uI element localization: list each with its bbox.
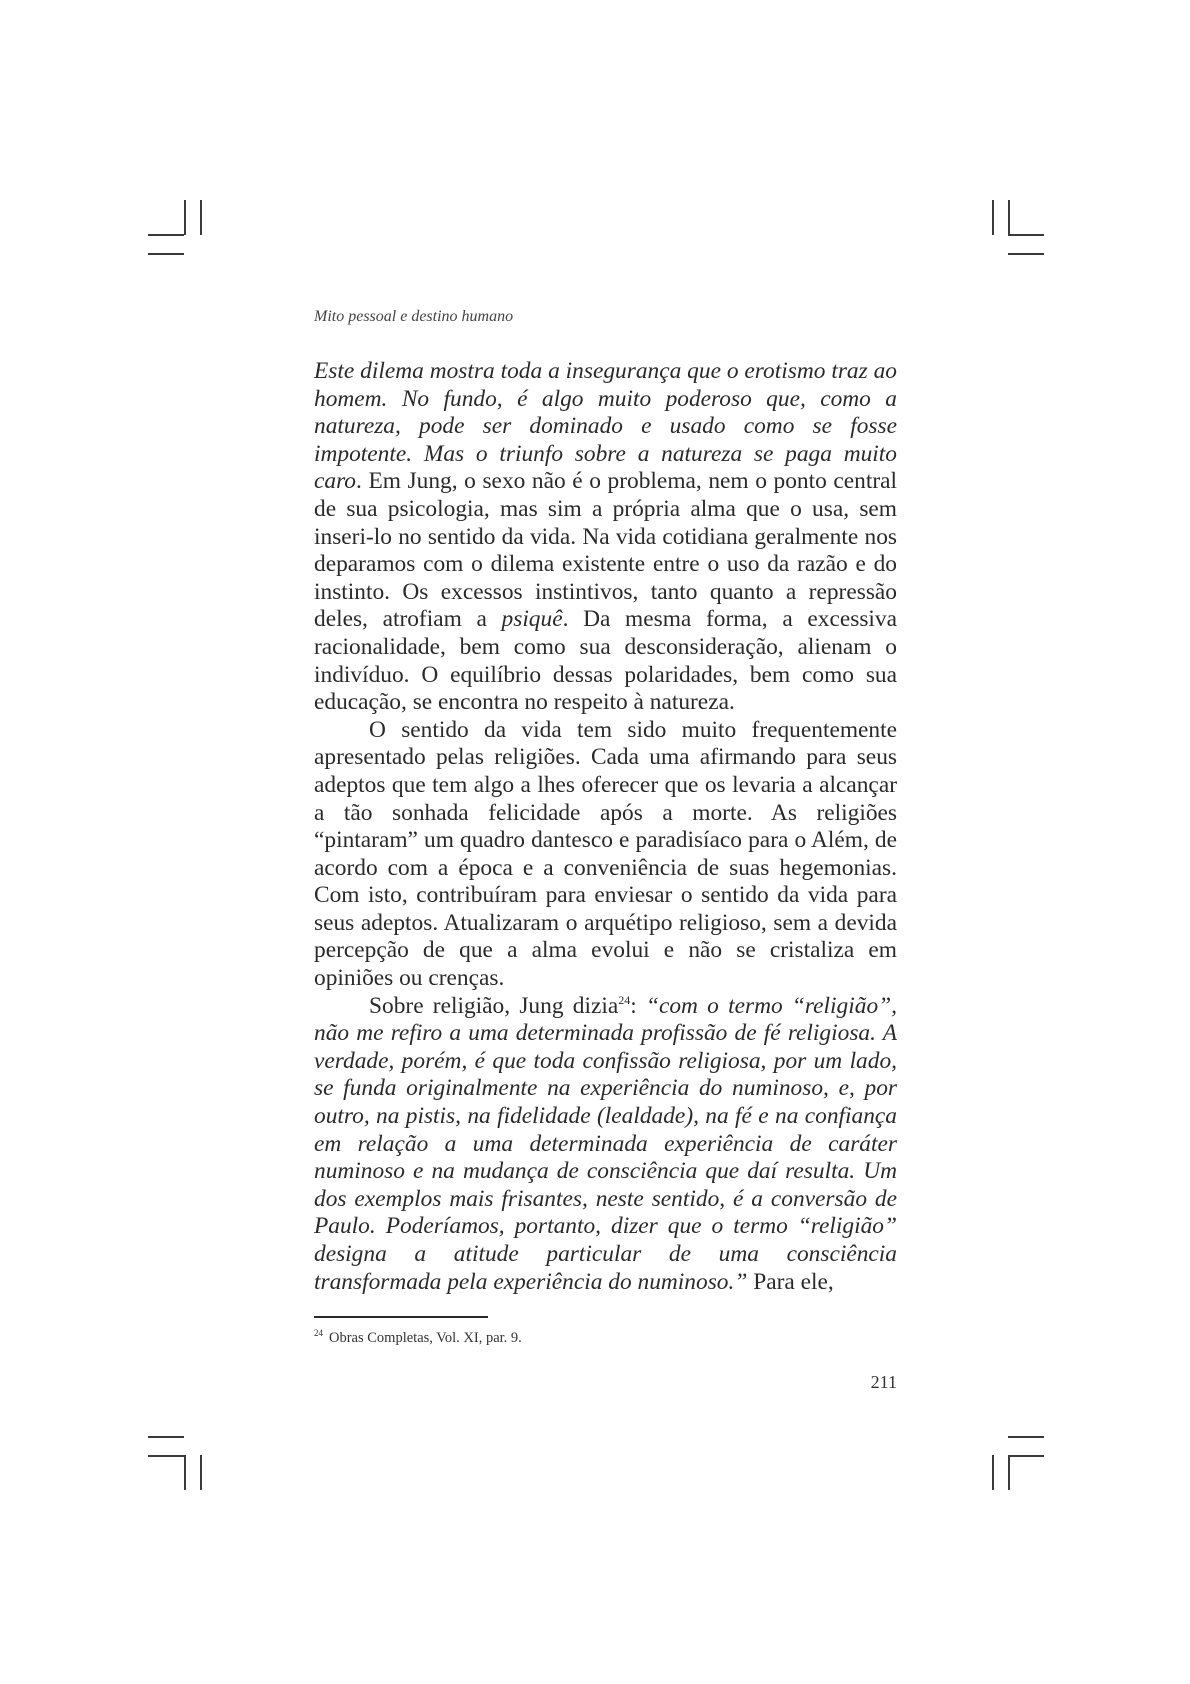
italic-quote: “com o termo “religião”, não me refiro a uma determinada profissão de fé religiosa. A verdade, porém, é que toda confissão religiosa, por um lado, se funda originalmente na experiência do numinoso, e, por outro, na pistis, na fidelidade (lealdade), na fé e na confiança em relação a uma determinada experiência de caráter numinoso e na mudança de consciência que daí resulta. Um dos exemplos mais frisantes, neste sentido, é a conversão de Paulo. Poderíamos, portanto, dizer que o termo “religião” designa a atitude particular de uma consciência transformada pela experiência do numinoso.” [314, 992, 897, 1295]
crop-mark [184, 200, 186, 235]
footnote-text: Obras Completas, Vol. XI, par. 9. [329, 1330, 522, 1346]
paragraph [314, 358, 897, 717]
footnote-rule [314, 1316, 488, 1318]
paragraph: O sentido da vida tem sido muito frequentemente apresentado pelas religiões. Cada uma afirmando para seus adeptos que tem algo a lhes oferecer que os levaria a alcançar a tão sonhada felicidade após a morte. As religiões “pintaram” um quadro dantesco e paradisíaco para o Além, de acordo com a época e a conveniência de suas hegemonias. Com isto, contribuíram para enviesar o sentido da vida para seus adeptos. Atualizaram o arquétipo religioso, sem a devida percepção de que a alma evolui e não se cristaliza em opiniões ou crenças. [314, 716, 897, 992]
crop-mark [1008, 234, 1044, 236]
crop-mark [184, 1455, 186, 1490]
body-text [314, 358, 897, 1296]
page-number: 211 [870, 1372, 897, 1392]
crop-mark [148, 234, 184, 236]
crop-mark [148, 1436, 184, 1438]
text-run: Sobre religião, Jung dizia [369, 992, 619, 1019]
text-run: : [630, 992, 646, 1019]
italic-term: psiquê [501, 606, 563, 633]
crop-mark [992, 200, 994, 235]
text-run: . Em Jung, o sexo não é o problema, nem o ponto central de sua psicologia, mas sim a própria alma que o usa, sem inseri-lo no sentido da vida. Na vida cotidiana geralmente nos deparamos com o dilema existente entre o uso da razão e do instinto. Os excessos instintivos, tanto quanto a repressão deles, atrofiam a [314, 468, 897, 633]
crop-mark [148, 1455, 184, 1457]
footnote-ref: 24 [618, 992, 631, 1007]
italic-quote: Este dilema mostra toda a insegurança que o erotismo traz ao homem. No fundo, é algo muito poderoso que, como a natureza, pode ser dominado e usado como se fosse impotente. Mas o triunfo sobre a natureza se paga muito caro [314, 358, 897, 495]
crop-mark [200, 1455, 202, 1490]
footnote-number: 24 [314, 1328, 323, 1338]
text-run: . Da mesma forma, a excessiva racionalidade, bem como sua desconsideração, alienam o indivíduo. O equilíbrio dessas polaridades, bem como sua educação, se encontra no respeito à natureza. [314, 606, 897, 716]
footnote [314, 1328, 522, 1347]
crop-mark [1008, 253, 1044, 255]
crop-mark [1008, 1455, 1044, 1457]
crop-mark [1008, 1436, 1044, 1438]
crop-mark [148, 253, 184, 255]
crop-mark [200, 200, 202, 235]
crop-mark [1008, 200, 1010, 235]
crop-mark [992, 1455, 994, 1490]
crop-mark [1008, 1455, 1010, 1490]
text-run: Para ele, [747, 1268, 834, 1295]
running-head: Mito pessoal e destino humano [314, 308, 514, 325]
paragraph [314, 993, 897, 1297]
